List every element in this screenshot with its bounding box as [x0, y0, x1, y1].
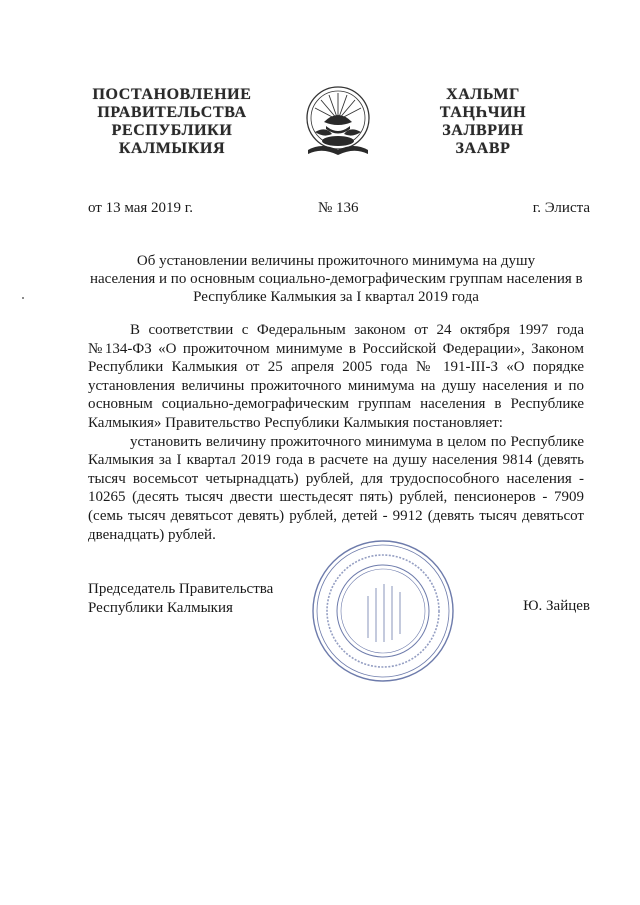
signatory-line: Председатель Правительства [88, 581, 274, 597]
document-title [90, 252, 582, 306]
signatory-position [88, 580, 273, 618]
header-line: РЕСПУБЛИКИ [111, 122, 233, 139]
header-line: ХАЛЬМГ [446, 86, 520, 103]
header-kalmyk [408, 86, 558, 158]
signatory-line: Республики Калмыкия [88, 600, 233, 616]
official-seal-stamp [310, 538, 456, 684]
document-date: от 13 мая 2019 г. [88, 200, 194, 216]
header-line: ПОСТАНОВЛЕНИЕ [92, 86, 252, 103]
document-number: № 136 [318, 200, 359, 216]
scan-speck [22, 297, 24, 299]
body-paragraph-preamble: В соответствии с Федеральным законом от 24 октября 1997 года №134-ФЗ «О прожиточном минимуме в Российской Федерации», Законом Республики Калмыкия от 25 апреля 2005 года № 191-III-З «О порядке установления величины прожиточного минимума на душу населения и по основным социально-демографическим группам населения в Республике Калмыкия» Правительство Республики Калмыкия постановляет: [88, 322, 584, 431]
title-line: Республике Калмыкия за I квартал 2019 года [193, 289, 479, 305]
title-line: населения и по основным социально-демографическим группам населения в [90, 271, 583, 287]
header-russian [72, 86, 272, 158]
header-line: ТАҢҺЧИН [439, 104, 527, 121]
header-line: ПРАВИТЕЛЬСТВА [97, 104, 247, 121]
document-city: г. Элиста [532, 200, 590, 216]
header-line: КАЛМЫКИЯ [118, 140, 226, 157]
document-body [88, 321, 584, 544]
signatory-name: Ю. Зайцев [523, 598, 590, 614]
body-paragraph-decision: установить величину прожиточного минимума в целом по Республике Калмыкия за I квартал 2019 года в расчете на душу населения 9814 (девять тысяч восемьсот четырнадцать) рублей, для трудоспособного населения - 10265 (десять тысяч двести шестьдесят пять) рублей, пенсионеров - 7909 (семь тысяч девятьсот девять) рублей, детей - 9912 (девять тысяч девятьсот двенадцать) рублей. [88, 433, 584, 543]
title-line: Об установлении величины прожиточного минимума на душу [136, 253, 536, 269]
header-line: ЗАЛВРИН [442, 122, 524, 139]
header-line: ЗААВР [455, 140, 511, 157]
coat-of-arms-icon [302, 80, 374, 164]
